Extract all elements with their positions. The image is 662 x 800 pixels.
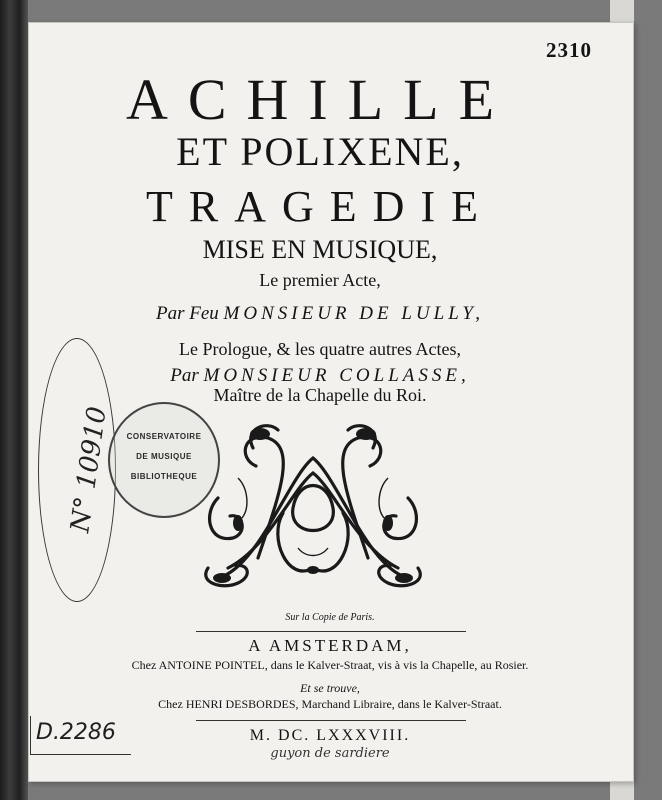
monogram-ornament-icon	[198, 418, 428, 594]
corner-shelfmark: 2310	[546, 38, 592, 62]
title-line-mise-en-musique: MISE EN MUSIQUE,	[202, 235, 438, 264]
title-line-prologue: Le Prologue, & les quatre autres Actes,	[179, 339, 461, 359]
book-spine	[0, 0, 28, 800]
collasse-prefix: Par	[170, 365, 199, 386]
title-line-achille: ACHILLE	[125, 67, 515, 132]
title-line-lully	[60, 302, 580, 326]
bottom-shelfmark: D.2286	[36, 720, 116, 745]
title-line-maitre-chapelle: Maître de la Chapelle du Roi.	[213, 385, 427, 405]
imprint-rule-bottom	[196, 720, 466, 721]
imprint-printer: Chez ANTOINE POINTEL, dans le Kalver-Straat, vis à vis la Chapelle, au Rosier.	[131, 658, 529, 672]
imprint-rule-top	[196, 631, 466, 632]
collasse-name: MONSIEUR COLLASSE,	[203, 365, 470, 386]
title-line-et-polixene: ET POLIXENE,	[176, 129, 464, 174]
title-line-premier-acte: Le premier Acte,	[259, 270, 381, 290]
stamp-line-bibliotheque: BIBLIOTHEQUE	[130, 472, 198, 481]
copy-note: Sur la Copie de Paris.	[285, 612, 375, 623]
inventory-number: N° 10910	[65, 404, 113, 535]
stamp-line-musique: DE MUSIQUE	[136, 452, 192, 461]
imprint-seller: Chez HENRI DESBORDES, Marchand Libraire, dans le Kalver-Straat.	[158, 697, 502, 711]
handwritten-owner: guyon de sardiere	[270, 746, 390, 761]
imprint-city: A AMSTERDAM,	[248, 636, 412, 655]
imprint-year: M. DC. LXXXVIII.	[249, 727, 411, 744]
stamp-line-conservatoire: CONSERVATOIRE	[126, 432, 202, 441]
title-line-tragedie: TRAGEDIE	[146, 182, 494, 231]
lully-prefix: Par Feu	[156, 303, 219, 324]
imprint-also-found: Et se trouve,	[300, 681, 360, 695]
lully-name: MONSIEUR DE LULLY,	[223, 303, 484, 324]
